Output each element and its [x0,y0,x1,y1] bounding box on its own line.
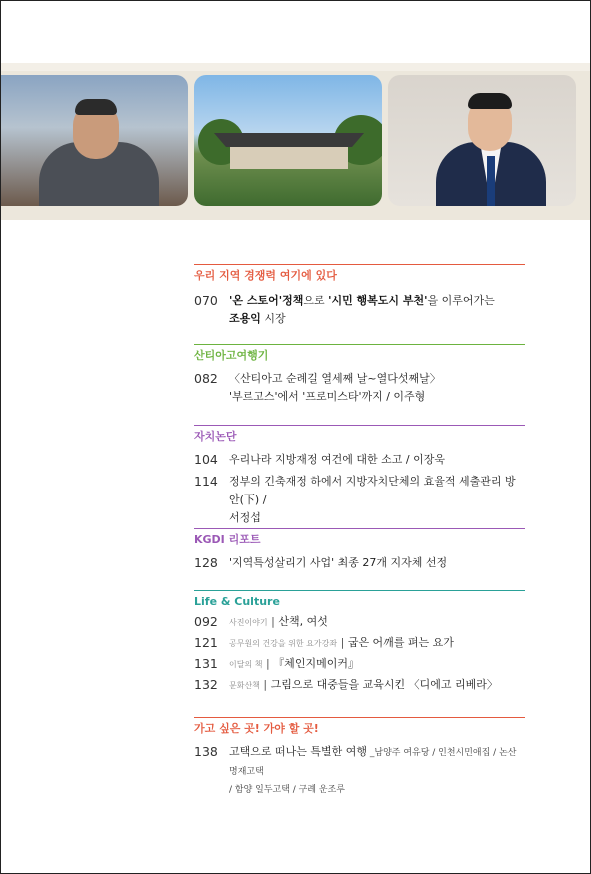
section-rule [194,590,525,591]
page-number: 131 [194,656,218,671]
section-title: 산티아고여행기 [194,349,269,362]
photo-mayor-left [1,75,188,206]
section-kgdi-report [194,528,525,590]
page-number: 104 [194,452,218,467]
entry-title: 문화산책 | 그림으로 대중들을 교육시킨 〈디에고 리베라〉 [229,678,498,691]
section-rule [194,717,525,718]
entry-author: 서정섭 [229,511,261,524]
entry-title [229,743,525,781]
entry-text: 산책, 여섯 [278,615,328,628]
section-title: 우리 지역 경쟁력 여기에 있다 [194,269,337,282]
hanok-wall [230,147,348,169]
entry-title: 우리나라 지방재정 여건에 대한 소고 / 이장욱 [229,453,445,466]
entry-tag: 공무원의 건강을 위한 요가강좌 [229,639,338,648]
entry-text: 『체인지메이커』 [273,657,359,670]
person-hair [75,99,117,115]
page-number: 132 [194,677,218,692]
toc-entry[interactable] [194,370,525,406]
section-rule [194,264,525,265]
section-title: 자치논단 [194,430,237,443]
toc-entry[interactable] [194,613,525,634]
toc-entry[interactable] [194,655,525,676]
table-of-contents [194,264,525,807]
entry-places-cont: / 함양 일두고택 / 구례 운조루 [229,785,346,795]
entry-text: 을 이루어가는 [427,294,495,307]
entry-tag: 이달의 책 [229,660,263,669]
page-number: 082 [194,371,218,386]
entry-subtitle: '부르고스'에서 '프로미스타'까지 / 이주형 [229,390,426,403]
page-number: 114 [194,474,218,489]
page-number: 138 [194,744,218,759]
entry-title: 사진이야기 | 산책, 여섯 [229,615,328,628]
entry-text: 굽은 어깨를 펴는 요가 [347,636,454,649]
page-number: 070 [194,293,218,308]
page-number: 121 [194,635,218,650]
entry-tag: 문화산책 [229,681,260,690]
section-local-autonomy-forum [194,425,525,528]
entry-title [229,292,525,310]
hanok-roof [214,133,364,147]
toc-entry[interactable] [194,292,525,328]
entry-title: 이달의 책 | 『체인지메이커』 [229,657,359,670]
highlight-blue: '온 스토어' [229,294,283,307]
section-rule [194,344,525,345]
entry-word: 정책 [282,294,304,307]
author-title: 시장 [260,312,286,325]
section-title: 가고 싶은 곳! 가야 할 곳! [194,722,319,735]
section-santiago [194,344,525,425]
entry-places: _남양주 여유당 / 인천시민애집 / 논산 명재고택 [229,748,517,777]
section-rule [194,528,525,529]
entry-author [229,310,525,328]
section-places-to-visit [194,717,525,807]
section-regional-competitiveness [194,264,525,344]
photo-band [1,63,590,220]
entry-text: 그림으로 대중들을 교육시킨 〈디에고 리베라〉 [270,678,498,691]
photo-hanok-house [194,75,382,206]
entry-text: 으로 [303,294,329,307]
entry-tag: 사진이야기 [229,618,268,627]
person-hair [468,93,512,109]
section-title: Life & Culture [194,595,280,608]
toc-entry[interactable] [194,554,525,572]
section-rule [194,425,525,426]
author-name: 조용익 [229,312,261,325]
entry-text: 고택으로 떠나는 특별한 여행 [229,745,368,758]
toc-entry[interactable] [194,634,525,655]
page-number: 092 [194,614,218,629]
toc-entry[interactable] [194,451,525,469]
highlight-red: '시민 행복도시 부천' [328,294,428,307]
section-title: KGDI 리포트 [194,533,261,546]
entry-title: 정부의 긴축재정 하에서 지방자치단체의 효율적 세출관리 방안(下) / [229,475,516,506]
page-number: 128 [194,555,218,570]
entry-title: 공무원의 건강을 위한 요가강좌 | 굽은 어깨를 펴는 요가 [229,636,454,649]
person-tie [487,156,495,206]
toc-entry[interactable] [194,473,525,527]
photo-mayor-right [388,75,576,206]
toc-entry[interactable] [194,676,525,697]
entry-title: '지역특성살리기 사업' 최종 27개 지자체 선정 [229,556,448,569]
entry-title: 〈산티아고 순례길 열세째 날~열다섯째날〉 [229,372,441,385]
toc-entry[interactable] [194,743,525,799]
section-life-culture [194,590,525,717]
